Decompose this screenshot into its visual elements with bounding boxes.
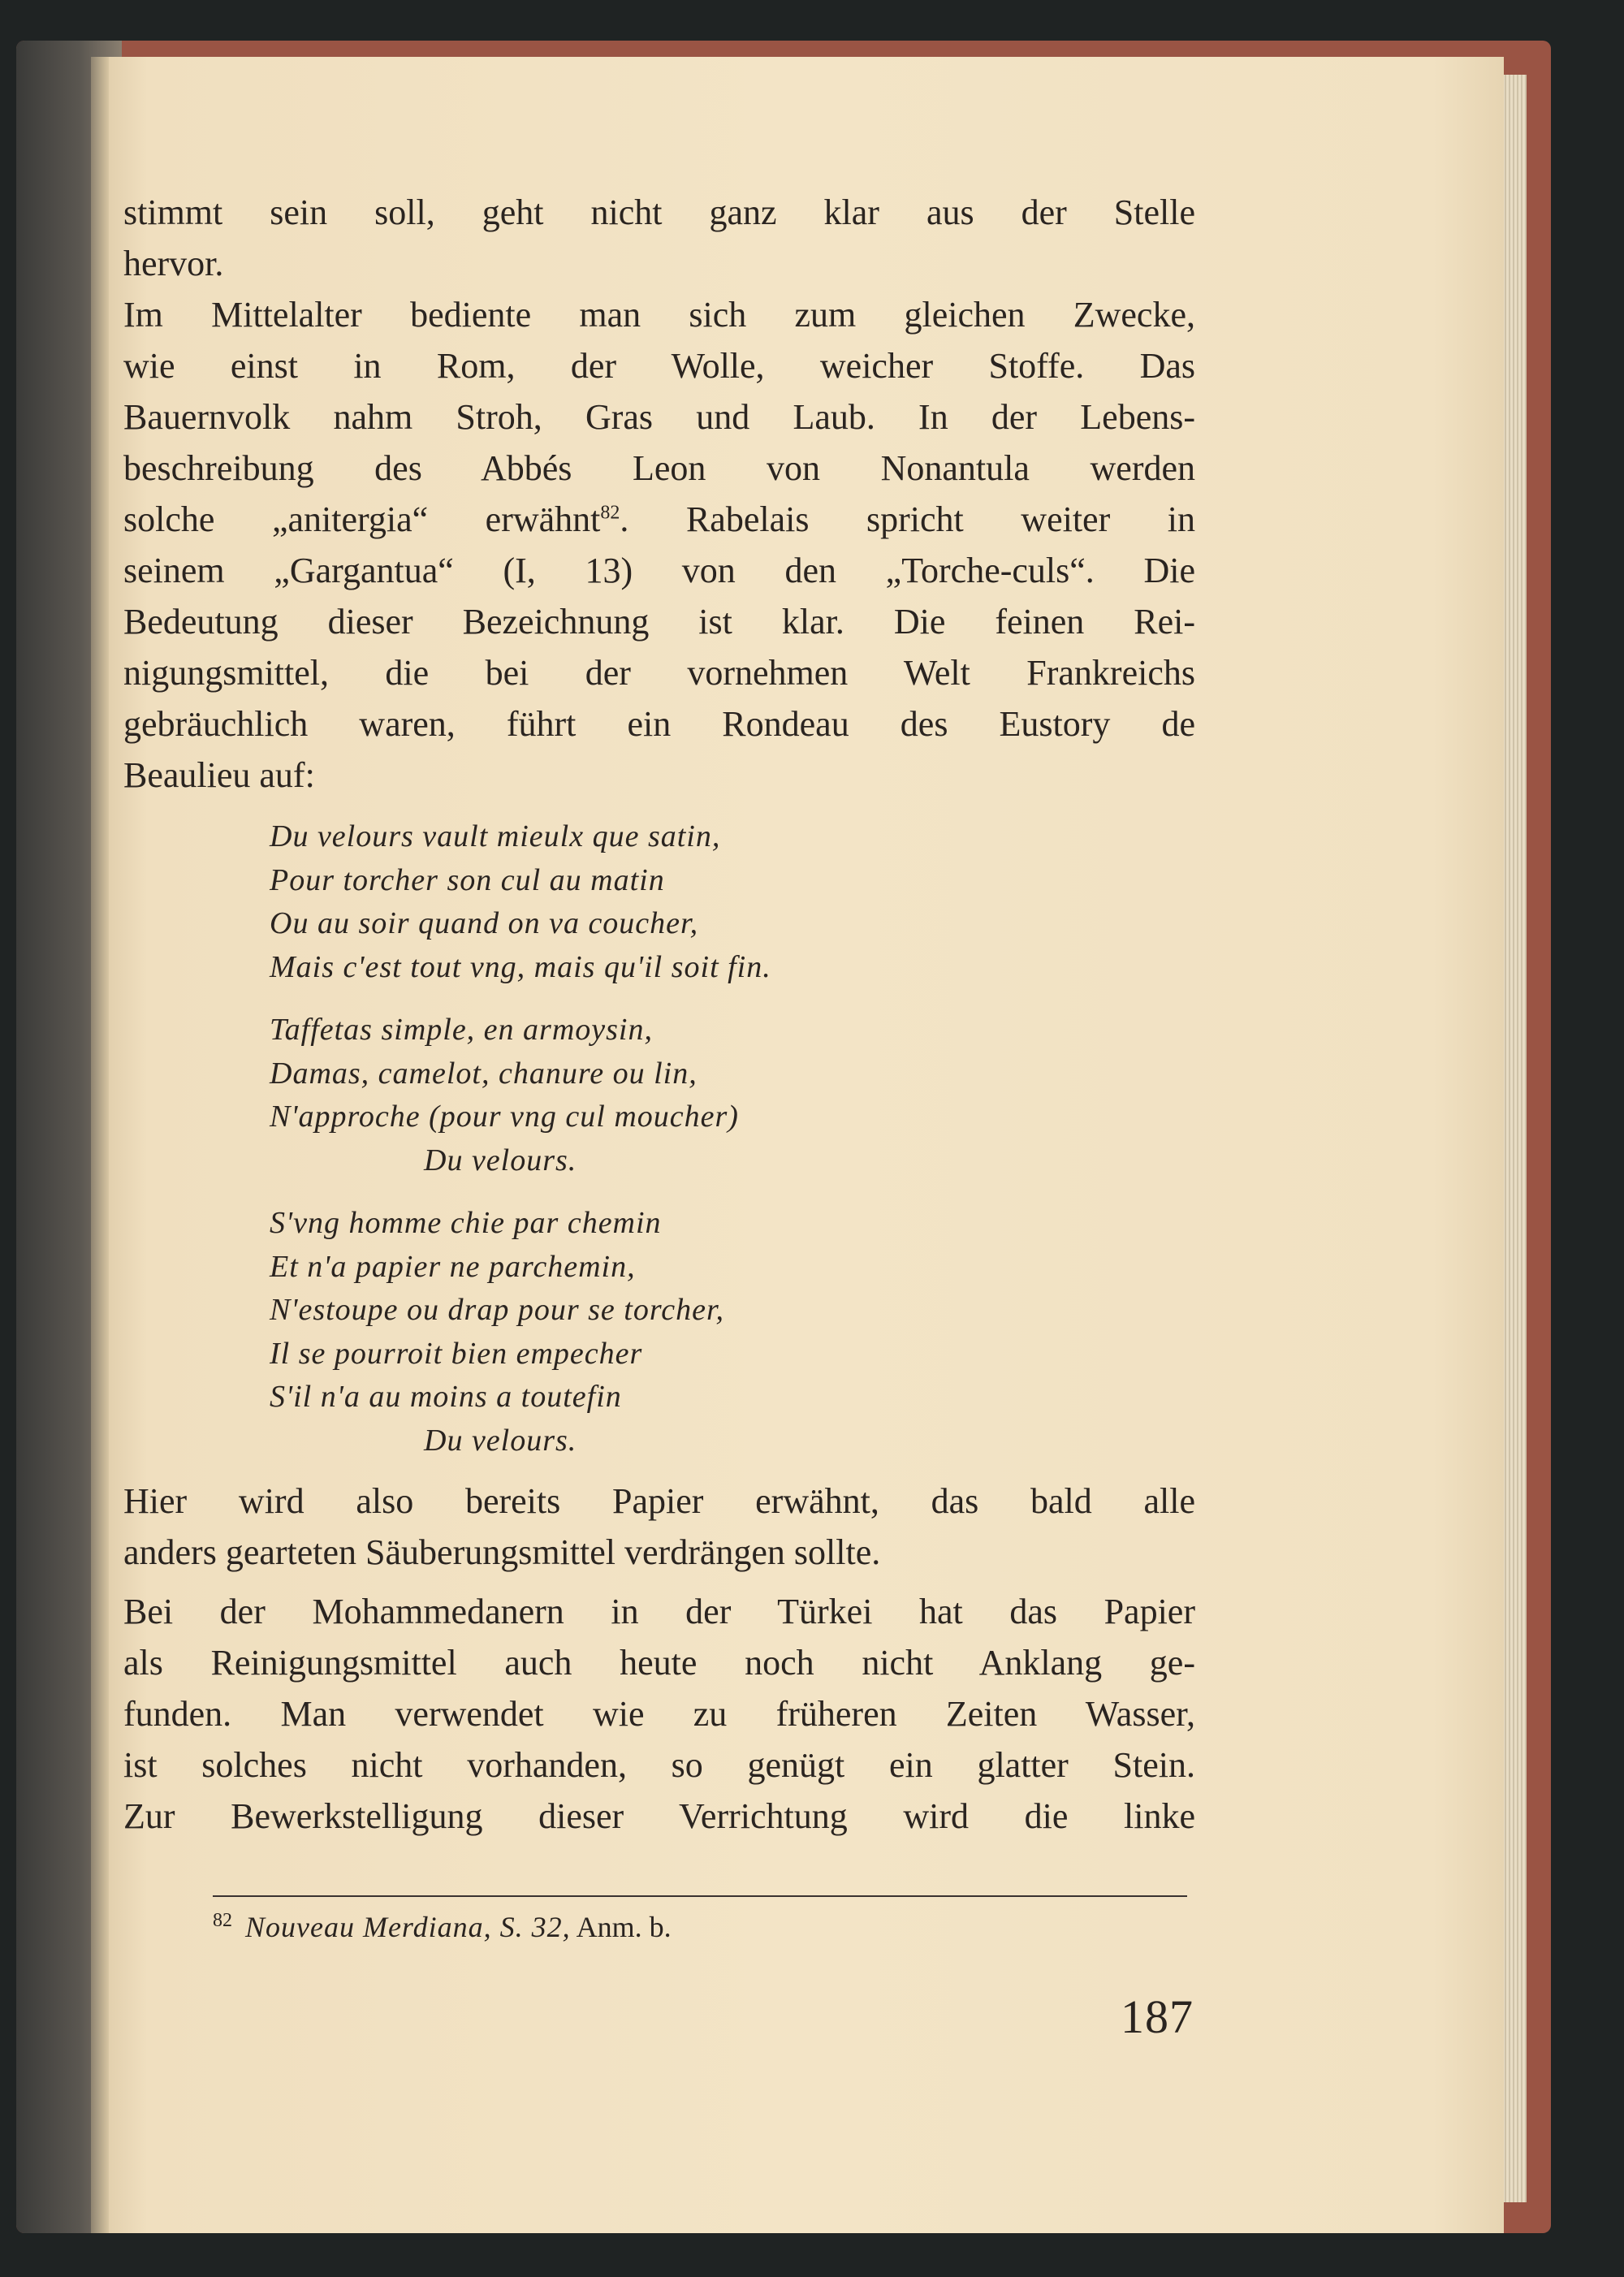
paragraph-4 (123, 1586, 1195, 1842)
footnote-reference: 82 (600, 502, 620, 524)
text-line: funden. Man verwendet wie zu früheren Zeiten Wasser, (123, 1694, 1195, 1734)
text-line-with-footnote (123, 494, 1195, 545)
verse-line: S'vng homme chie par chemin (270, 1206, 662, 1240)
text-line: wie einst in Rom, der Wolle, weicher Stoffe. Das (123, 346, 1195, 386)
poem-stanza-2 (270, 1009, 1195, 1182)
footnote (213, 1910, 672, 1944)
page-gutter (91, 57, 109, 2233)
main-text (123, 187, 1195, 1842)
verse-line: Taffetas simple, en armoysin, (270, 1013, 653, 1047)
verse-refrain: Du velours. (424, 1143, 577, 1177)
text-line: seinem „Gargantua“ (I, 13) von den „Torche-culs“. Die (123, 551, 1195, 590)
verse-line: Et n'a papier ne parchemin, (270, 1249, 636, 1284)
text-line: Bauernvolk nahm Stroh, Gras und Laub. In der Lebens- (123, 397, 1195, 437)
poem-stanza-3 (270, 1202, 1195, 1463)
verse-line: Ou au soir quand on va coucher, (270, 906, 699, 940)
text-segment: solche „anitergia“ erwähnt (123, 499, 601, 539)
text-line: stimmt sein soll, geht nicht ganz klar aus der Stelle (123, 192, 1195, 232)
text-line: Bei der Mohammedanern in der Türkei hat das Papier (123, 1592, 1195, 1631)
paragraph-2 (123, 289, 1195, 801)
text-line: Zur Bewerkstelligung dieser Verrichtung wird die linke (123, 1796, 1195, 1836)
verse-line: N'estoupe ou drap pour se torcher, (270, 1293, 725, 1327)
text-line: beschreibung des Abbés Leon von Nonantula werden (123, 448, 1195, 488)
verse-line: Damas, camelot, chanure ou lin, (270, 1056, 698, 1091)
footnote-source: Nouveau Merdiana, S. 32, (245, 1911, 571, 1943)
text-line: ist solches nicht vorhanden, so genügt ein glatter Stein. (123, 1745, 1195, 1785)
text-line: gebräuchlich waren, führt ein Rondeau des Eustory de (123, 704, 1195, 744)
verse-refrain: Du velours. (424, 1423, 577, 1458)
verse-line: Du velours vault mieulx que satin, (270, 819, 721, 853)
text-line: Im Mittelalter bediente man sich zum gleichen Zwecke, (123, 295, 1195, 335)
footnote-number: 82 (213, 1910, 232, 1931)
footnote-divider (213, 1895, 1187, 1897)
paragraph-3 (123, 1476, 1195, 1578)
text-segment: . Rabelais spricht weiter in (620, 499, 1195, 539)
page-number: 187 (1121, 1990, 1194, 2043)
text-line: anders gearteten Säuberungsmittel verdrängen sollte. (123, 1532, 881, 1572)
verse-line: N'approche (pour vng cul moucher) (270, 1100, 739, 1134)
footnote-annotation: Anm. b. (576, 1911, 672, 1943)
rondeau-poem (270, 815, 1195, 1463)
text-line: Beaulieu auf: (123, 755, 315, 795)
text-line: Bedeutung dieser Bezeichnung ist klar. Die feinen Rei- (123, 602, 1195, 642)
text-line: Hier wird also bereits Papier erwähnt, das bald alle (123, 1481, 1195, 1521)
verse-line: Il se pourroit bien empecher (270, 1336, 643, 1371)
verse-line: S'il n'a au moins a toutefin (270, 1380, 622, 1414)
text-line: nigungsmittel, die bei der vornehmen Welt Frankreichs (123, 653, 1195, 693)
text-line: als Reinigungsmittel auch heute noch nicht Anklang ge- (123, 1643, 1195, 1683)
text-line: hervor. (123, 244, 224, 283)
verse-line: Mais c'est tout vng, mais qu'il soit fin. (270, 949, 771, 984)
poem-stanza-1 (270, 815, 1195, 989)
paragraph-1 (123, 187, 1195, 289)
verse-line: Pour torcher son cul au matin (270, 862, 665, 897)
